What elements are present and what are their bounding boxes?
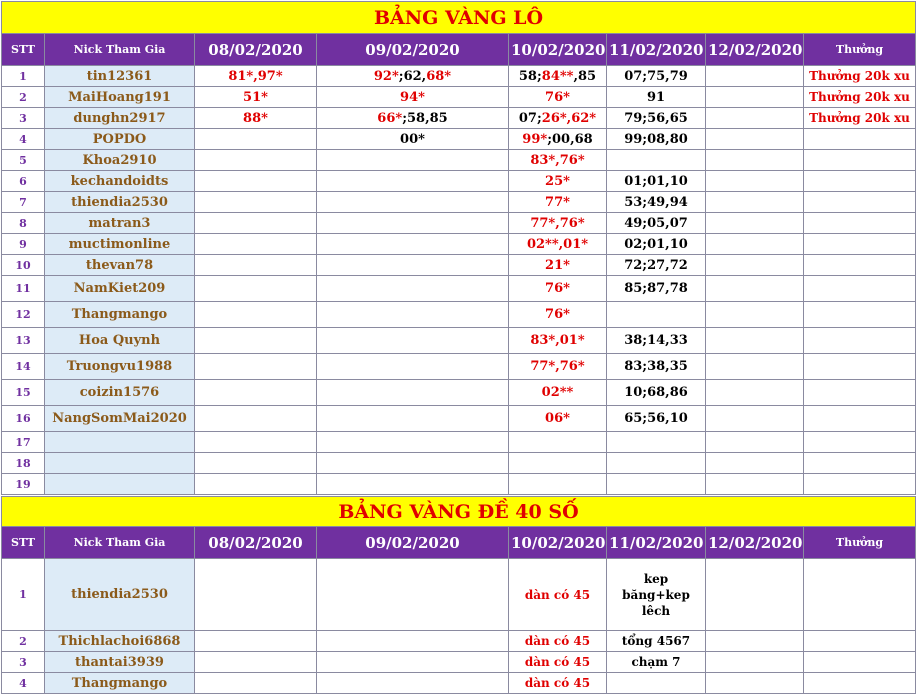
date-cell-1202[interactable] [706, 276, 804, 302]
date-cell-1102[interactable]: 85;87,78 [607, 276, 706, 302]
stt-cell[interactable]: 12 [2, 302, 45, 328]
lo-table [1, 1, 916, 495]
date-cell-1002[interactable]: dàn có 45 [509, 673, 607, 694]
header-cell[interactable]: 10/02/2020 [509, 527, 607, 559]
reward-cell[interactable] [804, 453, 916, 474]
date-cell-1102[interactable] [607, 432, 706, 453]
stt-cell[interactable]: 8 [2, 213, 45, 234]
date-cell-0902[interactable] [317, 302, 509, 328]
date-cell-1102[interactable]: 99;08,80 [607, 129, 706, 150]
header-cell[interactable]: 10/02/2020 [509, 34, 607, 66]
header-cell[interactable]: 11/02/2020 [607, 527, 706, 559]
reward-cell[interactable]: Thưởng 20k xu [804, 87, 916, 108]
table-row [2, 432, 916, 453]
nick-cell[interactable]: thiendia2530 [45, 559, 195, 631]
result-segment: 26*,62* [541, 110, 597, 126]
result-segment: 68* [426, 68, 452, 84]
date-cell-1002[interactable]: dàn có 45 [509, 631, 607, 652]
date-cell-0902[interactable] [317, 66, 509, 87]
header-cell[interactable]: Nick Tham Gia [45, 34, 195, 66]
date-cell-1102[interactable] [607, 453, 706, 474]
date-cell-0802[interactable] [195, 673, 317, 694]
stt-cell[interactable]: 4 [2, 129, 45, 150]
table-row [2, 302, 916, 328]
stt-cell[interactable]: 6 [2, 171, 45, 192]
date-cell-0902[interactable] [317, 255, 509, 276]
nick-cell[interactable] [45, 432, 195, 453]
date-cell-0802[interactable] [195, 255, 317, 276]
result-segment: 00* [400, 131, 425, 147]
date-cell-1002[interactable]: dàn có 45 [509, 559, 607, 631]
table-row [2, 380, 916, 406]
date-cell-1002[interactable] [509, 380, 607, 406]
date-cell-1002[interactable] [509, 234, 607, 255]
date-cell-0902[interactable] [317, 631, 509, 652]
date-cell-0802[interactable] [195, 474, 317, 495]
header-cell[interactable]: 12/02/2020 [706, 34, 804, 66]
header-cell[interactable]: 09/02/2020 [317, 527, 509, 559]
reward-cell[interactable] [804, 380, 916, 406]
nick-cell[interactable] [45, 453, 195, 474]
result-segment: 99* [522, 131, 548, 147]
reward-cell[interactable] [804, 192, 916, 213]
nick-cell[interactable]: NangSomMai2020 [45, 406, 195, 432]
date-cell-1102[interactable]: 83;38,35 [607, 354, 706, 380]
date-cell-1002[interactable] [509, 87, 607, 108]
table-row [2, 453, 916, 474]
date-cell-1002[interactable]: dàn có 45 [509, 652, 607, 673]
date-cell-1002[interactable] [509, 150, 607, 171]
date-cell-0802[interactable]: 81*,97* [195, 66, 317, 87]
header-cell[interactable]: STT [2, 34, 45, 66]
date-cell-1002[interactable] [509, 302, 607, 328]
reward-cell[interactable] [804, 406, 916, 432]
nick-cell[interactable]: Thangmango [45, 302, 195, 328]
date-cell-0902[interactable] [317, 406, 509, 432]
stt-cell[interactable]: 7 [2, 192, 45, 213]
de-title: BẢNG VÀNG ĐỀ 40 SỐ [2, 497, 916, 527]
nick-cell[interactable]: Truongvu1988 [45, 354, 195, 380]
date-cell-0902[interactable] [317, 276, 509, 302]
date-cell-0802[interactable] [195, 432, 317, 453]
table-row [2, 171, 916, 192]
result-segment: 66* [377, 110, 403, 126]
stt-cell[interactable]: 3 [2, 108, 45, 129]
reward-cell[interactable] [804, 234, 916, 255]
date-cell-1202[interactable] [706, 474, 804, 495]
nick-cell[interactable]: MaiHoang191 [45, 87, 195, 108]
header-cell[interactable]: Thưởng [804, 527, 916, 559]
date-cell-1202[interactable] [706, 673, 804, 694]
table-row [2, 474, 916, 495]
result-segment: 76* [545, 89, 570, 105]
result-segment: 25* [545, 173, 570, 189]
table-row [2, 150, 916, 171]
stt-cell[interactable]: 18 [2, 453, 45, 474]
reward-cell[interactable] [804, 150, 916, 171]
date-cell-0902[interactable] [317, 474, 509, 495]
date-cell-0902[interactable] [317, 380, 509, 406]
date-cell-1002[interactable] [509, 328, 607, 354]
date-cell-1102[interactable]: 38;14,33 [607, 328, 706, 354]
date-cell-0902[interactable] [317, 673, 509, 694]
reward-cell[interactable] [804, 213, 916, 234]
date-cell-1202[interactable] [706, 354, 804, 380]
date-cell-1102[interactable]: 53;49,94 [607, 192, 706, 213]
date-cell-1002[interactable] [509, 474, 607, 495]
date-cell-1202[interactable] [706, 406, 804, 432]
date-cell-0802[interactable] [195, 453, 317, 474]
result-segment: 76* [545, 307, 570, 322]
reward-cell[interactable] [804, 354, 916, 380]
date-cell-0902[interactable] [317, 87, 509, 108]
header-cell[interactable]: STT [2, 527, 45, 559]
result-segment: 84** [541, 68, 574, 84]
table-row [2, 652, 916, 673]
date-cell-0802[interactable] [195, 276, 317, 302]
stt-cell[interactable]: 3 [2, 652, 45, 673]
reward-cell[interactable] [804, 673, 916, 694]
date-cell-0902[interactable] [317, 129, 509, 150]
date-cell-1202[interactable] [706, 150, 804, 171]
nick-cell[interactable]: Hoa Quynh [45, 328, 195, 354]
stt-cell[interactable]: 13 [2, 328, 45, 354]
stt-cell[interactable]: 2 [2, 631, 45, 652]
date-cell-1102[interactable]: 49;05,07 [607, 213, 706, 234]
result-segment: 94* [400, 89, 425, 105]
nick-cell[interactable]: thiendia2530 [45, 192, 195, 213]
reward-cell[interactable] [804, 328, 916, 354]
result-segment: 07; [518, 110, 542, 126]
date-cell-1102[interactable]: 91 [607, 87, 706, 108]
table-row [2, 559, 916, 631]
table-row [2, 108, 916, 129]
nick-cell[interactable]: Khoa2910 [45, 150, 195, 171]
date-cell-1202[interactable] [706, 328, 804, 354]
date-cell-1102[interactable]: 07;75,79 [607, 66, 706, 87]
result-segment: 77* [545, 194, 570, 210]
stt-cell[interactable]: 5 [2, 150, 45, 171]
date-cell-0802[interactable] [195, 652, 317, 673]
table-row [2, 234, 916, 255]
result-segment: ;58,85 [402, 110, 448, 126]
date-cell-1002[interactable] [509, 406, 607, 432]
date-cell-0802[interactable] [195, 631, 317, 652]
table-row [2, 213, 916, 234]
date-cell-0802[interactable] [195, 171, 317, 192]
nick-cell[interactable]: kechandoidts [45, 171, 195, 192]
date-cell-0802[interactable] [195, 406, 317, 432]
date-cell-1202[interactable] [706, 380, 804, 406]
result-segment: 58; [518, 68, 542, 84]
date-cell-1202[interactable] [706, 652, 804, 673]
table-row [2, 255, 916, 276]
date-cell-0802[interactable]: 88* [195, 108, 317, 129]
date-cell-1102[interactable]: kep băng+kep lêch [607, 559, 706, 631]
date-cell-0902[interactable] [317, 234, 509, 255]
date-cell-0902[interactable] [317, 432, 509, 453]
date-cell-0802[interactable] [195, 328, 317, 354]
date-cell-0902[interactable] [317, 328, 509, 354]
date-cell-1202[interactable] [706, 108, 804, 129]
date-cell-1002[interactable] [509, 255, 607, 276]
date-cell-0902[interactable] [317, 652, 509, 673]
date-cell-1002[interactable] [509, 129, 607, 150]
result-segment: 83*,01* [530, 333, 585, 348]
table-row [2, 631, 916, 652]
result-segment: ;62, [398, 68, 427, 84]
stt-cell[interactable]: 10 [2, 255, 45, 276]
reward-cell[interactable] [804, 559, 916, 631]
result-segment: ;00,68 [547, 131, 593, 147]
date-cell-1202[interactable] [706, 255, 804, 276]
result-segment: 83*,76* [530, 152, 585, 168]
nick-cell[interactable]: tin12361 [45, 66, 195, 87]
date-cell-1002[interactable] [509, 171, 607, 192]
date-cell-1102[interactable] [607, 150, 706, 171]
nick-cell[interactable]: Thangmango [45, 673, 195, 694]
date-cell-1002[interactable] [509, 213, 607, 234]
date-cell-0802[interactable] [195, 380, 317, 406]
date-cell-0802[interactable] [195, 234, 317, 255]
date-cell-0902[interactable] [317, 453, 509, 474]
nick-cell[interactable] [45, 474, 195, 495]
table-row [2, 673, 916, 694]
date-cell-1202[interactable] [706, 432, 804, 453]
date-cell-0902[interactable] [317, 213, 509, 234]
reward-cell[interactable] [804, 302, 916, 328]
stt-cell[interactable]: 1 [2, 559, 45, 631]
header-cell[interactable]: 08/02/2020 [195, 527, 317, 559]
stt-cell[interactable]: 4 [2, 673, 45, 694]
result-segment: 77*,76* [530, 215, 585, 231]
stt-cell[interactable]: 14 [2, 354, 45, 380]
date-cell-1102[interactable]: 01;01,10 [607, 171, 706, 192]
nick-cell[interactable]: muctimonline [45, 234, 195, 255]
date-cell-1202[interactable] [706, 171, 804, 192]
date-cell-0902[interactable] [317, 192, 509, 213]
date-cell-1002[interactable] [509, 453, 607, 474]
stt-cell[interactable]: 9 [2, 234, 45, 255]
table-row [2, 276, 916, 302]
table-row [2, 87, 916, 108]
reward-cell[interactable] [804, 652, 916, 673]
stt-cell[interactable]: 19 [2, 474, 45, 495]
result-segment: 02**,01* [526, 236, 589, 252]
result-segment: 77*,76* [530, 359, 585, 374]
date-cell-1102[interactable]: 65;56,10 [607, 406, 706, 432]
date-cell-1002[interactable] [509, 192, 607, 213]
header-cell[interactable]: Nick Tham Gia [45, 527, 195, 559]
date-cell-0902[interactable] [317, 171, 509, 192]
result-segment: ,85 [573, 68, 597, 84]
date-cell-1102[interactable]: 10;68,86 [607, 380, 706, 406]
date-cell-1202[interactable] [706, 87, 804, 108]
date-cell-1202[interactable] [706, 192, 804, 213]
date-cell-1202[interactable] [706, 129, 804, 150]
table-row [2, 66, 916, 87]
date-cell-0802[interactable] [195, 354, 317, 380]
date-cell-1102[interactable] [607, 474, 706, 495]
result-segment: 76* [545, 281, 570, 296]
date-cell-1202[interactable] [706, 302, 804, 328]
reward-cell[interactable] [804, 171, 916, 192]
stt-cell[interactable]: 15 [2, 380, 45, 406]
reward-cell[interactable] [804, 255, 916, 276]
nick-cell[interactable]: matran3 [45, 213, 195, 234]
header-cell[interactable]: 11/02/2020 [607, 34, 706, 66]
table-row [2, 354, 916, 380]
result-segment: 92* [373, 68, 399, 84]
nick-cell[interactable]: coizin1576 [45, 380, 195, 406]
stt-cell[interactable]: 2 [2, 87, 45, 108]
date-cell-1202[interactable] [706, 559, 804, 631]
date-cell-1202[interactable] [706, 234, 804, 255]
date-cell-0902[interactable] [317, 354, 509, 380]
nick-cell[interactable]: thevan78 [45, 255, 195, 276]
date-cell-0802[interactable] [195, 129, 317, 150]
lo-title: BẢNG VÀNG LÔ [2, 2, 916, 34]
result-segment: 21* [545, 257, 570, 273]
header-cell[interactable]: 09/02/2020 [317, 34, 509, 66]
reward-cell[interactable] [804, 432, 916, 453]
date-cell-0802[interactable] [195, 302, 317, 328]
nick-cell[interactable]: Thichlachoi6868 [45, 631, 195, 652]
reward-cell[interactable] [804, 129, 916, 150]
date-cell-1202[interactable] [706, 453, 804, 474]
date-cell-0802[interactable] [195, 192, 317, 213]
stt-cell[interactable]: 17 [2, 432, 45, 453]
date-cell-1102[interactable]: 02;01,10 [607, 234, 706, 255]
nick-cell[interactable]: dunghn2917 [45, 108, 195, 129]
header-cell[interactable]: 12/02/2020 [706, 527, 804, 559]
nick-cell[interactable]: POPDO [45, 129, 195, 150]
nick-cell[interactable]: thantai3939 [45, 652, 195, 673]
date-cell-1102[interactable] [607, 673, 706, 694]
table-row [2, 129, 916, 150]
date-cell-1002[interactable] [509, 432, 607, 453]
date-cell-0802[interactable] [195, 150, 317, 171]
date-cell-1102[interactable]: chạm 7 [607, 652, 706, 673]
result-segment: 06* [545, 411, 570, 426]
reward-cell[interactable] [804, 631, 916, 652]
reward-cell[interactable]: Thưởng 20k xu [804, 108, 916, 129]
reward-cell[interactable]: Thưởng 20k xu [804, 66, 916, 87]
date-cell-0902[interactable] [317, 108, 509, 129]
table-row [2, 328, 916, 354]
date-cell-0902[interactable] [317, 559, 509, 631]
header-cell[interactable]: 08/02/2020 [195, 34, 317, 66]
date-cell-1002[interactable] [509, 108, 607, 129]
date-cell-0802[interactable] [195, 213, 317, 234]
reward-cell[interactable] [804, 276, 916, 302]
stt-cell[interactable]: 1 [2, 66, 45, 87]
date-cell-1002[interactable] [509, 276, 607, 302]
nick-cell[interactable]: NamKiet209 [45, 276, 195, 302]
reward-cell[interactable] [804, 474, 916, 495]
date-cell-1202[interactable] [706, 213, 804, 234]
date-cell-1002[interactable] [509, 66, 607, 87]
table-row [2, 406, 916, 432]
date-cell-1102[interactable] [607, 302, 706, 328]
header-cell[interactable]: Thưởng [804, 34, 916, 66]
stt-cell[interactable]: 16 [2, 406, 45, 432]
date-cell-1202[interactable] [706, 631, 804, 652]
date-cell-1002[interactable] [509, 354, 607, 380]
date-cell-1102[interactable]: 79;56,65 [607, 108, 706, 129]
date-cell-0802[interactable] [195, 559, 317, 631]
date-cell-1102[interactable]: 72;27,72 [607, 255, 706, 276]
date-cell-1202[interactable] [706, 66, 804, 87]
date-cell-1102[interactable]: tổng 4567 [607, 631, 706, 652]
result-segment: 02** [541, 385, 574, 400]
table-row [2, 192, 916, 213]
date-cell-0902[interactable] [317, 150, 509, 171]
date-cell-0802[interactable]: 51* [195, 87, 317, 108]
de-table [1, 496, 916, 694]
stt-cell[interactable]: 11 [2, 276, 45, 302]
